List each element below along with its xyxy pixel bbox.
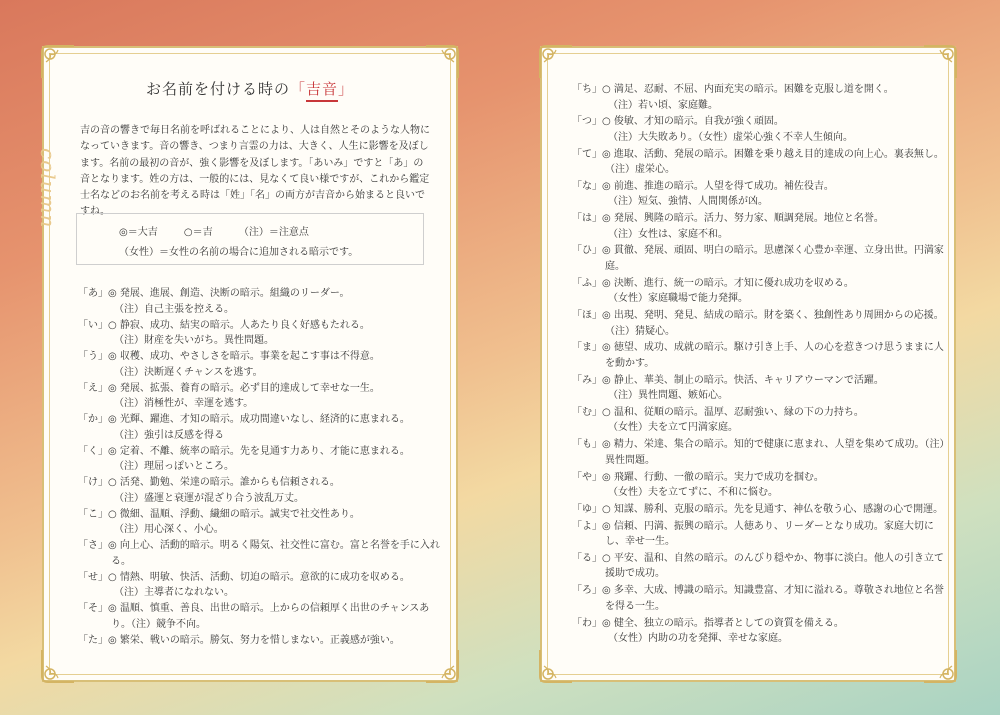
- entry-main-line: 「ひ」◎ 貫徹、発展、頑固、明白の暗示。思慮深く心豊か幸運、立身出世。円満家庭。: [572, 245, 944, 272]
- entry-note-line: （女性）夫を立て円満家庭。: [608, 422, 738, 434]
- legend-good: ○＝吉: [183, 227, 213, 238]
- entry-main-line: 「せ」○ 情熱、明敏、快活、活動、切迫の暗示。意欲的に成功を収める。: [78, 571, 410, 583]
- entry-note-line: （注）盛運と衰運が混ざり合う波乱万丈。: [114, 492, 304, 504]
- entry-note-line: （注）用心深く、小心。: [114, 524, 224, 535]
- entry-main-line: 「く」◎ 定着、不離、統率の暗示。先を見通す力あり、才能に恵まれる。: [78, 445, 410, 457]
- legend-box: [76, 213, 424, 265]
- sound-entry: [78, 601, 448, 632]
- sound-entry: [78, 412, 448, 443]
- entry-main-line: 「ふ」◎ 決断、進行、統一の暗示。才知に優れ成功を収める。: [572, 277, 854, 289]
- sound-entry: [572, 519, 946, 550]
- entry-main-line: 「ほ」◎ 出現、発明、発見、結成の暗示。財を築く、独創性あり周囲からの応援。（注）猜疑心。: [572, 310, 944, 337]
- entry-main-line: 「む」○ 温和、従順の暗示。温厚、忍耐強い、縁の下の力持ち。: [572, 406, 864, 418]
- entry-note-line: （注）消極性が、幸運を逃す。: [114, 398, 254, 409]
- sound-entry: [572, 243, 946, 274]
- left-entry-list: [78, 286, 448, 649]
- corner-ornament-icon: [536, 646, 576, 686]
- entry-main-line: 「わ」◎ 健全、独立の暗示。指導者としての資質を備える。: [572, 617, 844, 629]
- sound-entry: [572, 147, 946, 178]
- entry-main-line: 「よ」◎ 信頼、円満、振興の暗示。人徳あり、リーダーとなり成功。家庭大切にし、幸せ一生。: [572, 520, 934, 548]
- right-page: [540, 46, 956, 682]
- entry-main-line: 「る」○ 平安、温和、自然の暗示。のんびり穏やか、物事に淡白。他人の引き立て援助で成功。: [572, 552, 944, 580]
- entry-main-line: 「こ」○ 微細、温順、浮動、繊細の暗示。誠実で社交性あり。: [78, 508, 360, 520]
- sound-entry: [78, 381, 448, 412]
- sound-entry: [572, 551, 946, 582]
- sound-entry: [572, 276, 946, 307]
- left-page: [36, 46, 458, 682]
- entry-note-line: （注）異性問題、嫉妬心。: [608, 390, 728, 402]
- entry-main-line: 「ま」◎ 徳望、成功、成就の暗示。駆け引き上手、人の心を惹きつけ思うままに人を動かす。: [572, 342, 944, 369]
- entry-note-line: （注）理屈っぽいところ。: [114, 461, 234, 472]
- legend-female: （女性）＝女性の名前の場合に追加される暗示です。: [119, 247, 359, 258]
- entry-note-line: （注）大失敗あり。（女性）虚栄心強く不幸人生傾向。: [608, 131, 853, 143]
- title-highlight: 吉音: [306, 80, 339, 98]
- entry-main-line: 「み」◎ 静止、華美、制止の暗示。快活、キャリアウーマンで活躍。: [572, 374, 884, 386]
- sound-entry: [572, 502, 946, 518]
- entry-note-line: （注）若い頃、家庭難。: [608, 99, 718, 111]
- sound-entry: [572, 583, 946, 614]
- sound-entry: [78, 538, 448, 569]
- entry-main-line: 「け」○ 活発、勤勉、栄達の暗示。誰からも信頼される。: [78, 477, 340, 488]
- corner-ornament-icon: [920, 646, 960, 686]
- entry-main-line: 「な」◎ 前進、推進の暗示。人望を得て成功。補佐役吉。: [572, 180, 834, 192]
- entry-note-line: （注）短気、強情、人間関係が凶。: [608, 196, 768, 208]
- sound-entry: [78, 570, 448, 601]
- entry-main-line: 「あ」◎ 発展、進展、創造、決断の暗示。組織のリーダー。: [78, 288, 350, 299]
- right-entry-list: [572, 82, 946, 648]
- entry-main-line: 「そ」◎ 温順、慎重、善良、出世の暗示。上からの信頼厚く出世のチャンスあり。（注）競争不向。: [78, 603, 430, 630]
- sound-entry: [572, 211, 946, 242]
- entry-main-line: 「い」○ 静寂、成功、結実の暗示。人あたり良く好感もたれる。: [78, 319, 370, 331]
- entry-note-line: （注）主導者になれない。: [114, 587, 234, 598]
- column-side-label: column: [36, 148, 60, 229]
- entry-main-line: 「や」◎ 飛躍、行動、一徹の暗示。実力で成功を掴む。: [572, 471, 824, 483]
- legend-great: ◎＝大吉: [119, 227, 158, 238]
- entry-main-line: 「か」◎ 光輝、躍進、才知の暗示。成功間違いなし、経済的に恵まれる。: [78, 414, 410, 425]
- entry-note-line: （女性）夫を立てずに、不和に悩む。: [608, 487, 778, 499]
- entry-note-line: （注）自己主張を控える。: [114, 303, 234, 315]
- entry-main-line: 「ゆ」○ 知謀、勝利、克服の暗示。先を見通す、神仏を敬う心、感謝の心で開運。: [572, 503, 944, 515]
- sound-entry: [572, 114, 946, 145]
- title-prefix: お名前を付ける時の: [145, 80, 290, 98]
- entry-main-line: 「て」◎ 進取、活動、発展の暗示。困難を乗り越え目的達成の向上心。裏表無し。（注）虚栄心。: [572, 148, 944, 176]
- sound-entry: [78, 507, 448, 538]
- sound-entry: [572, 437, 946, 468]
- entry-note-line: （注）強引は反感を得る: [114, 429, 224, 441]
- corner-ornament-icon: [38, 42, 78, 82]
- entry-main-line: 「ろ」◎ 多幸、大成、博識の暗示。知識豊富、才知に溢れる。尊敬され地位と名誉を得る一生。: [572, 585, 944, 612]
- entry-note-line: （注）女性は、家庭不和。: [608, 228, 728, 240]
- legend-line-1: [119, 223, 331, 238]
- entry-note-line: （注）財産を失いがち。異性問題。: [114, 335, 274, 346]
- sound-entry: [78, 444, 448, 475]
- sound-entry: [78, 286, 448, 317]
- corner-ornament-icon: [920, 42, 960, 82]
- sound-entry: [572, 470, 946, 501]
- sound-entry: [78, 318, 448, 349]
- sound-entry: [78, 349, 448, 380]
- entry-note-line: （女性）家庭職場で能力発揮。: [608, 293, 748, 305]
- sound-entry: [572, 616, 946, 647]
- sound-entry: [78, 633, 448, 649]
- entry-main-line: 「た」◎ 繁栄、戦いの暗示。勝気、努力を惜しまない。正義感が強い。: [78, 634, 400, 646]
- entry-note-line: （女性）内助の功を発揮、幸せな家庭。: [608, 633, 788, 645]
- sound-entry: [572, 308, 946, 339]
- title-bracket-close: 」: [338, 80, 355, 98]
- title-bracket-open: 「: [289, 80, 306, 98]
- corner-ornament-icon: [38, 646, 78, 686]
- entry-main-line: 「え」◎ 発展、拡張、養育の暗示。必ず目的達成して幸せな一生。: [78, 382, 380, 394]
- sound-entry: [572, 340, 946, 371]
- sound-entry: [572, 179, 946, 210]
- sound-entry: [572, 405, 946, 436]
- entry-main-line: 「つ」○ 俊敏、才知の暗示。自我が強く頑固。: [572, 116, 784, 128]
- corner-ornament-icon: [422, 646, 462, 686]
- entry-main-line: 「さ」◎ 向上心、活動的暗示。明るく陽気、社交性に富む。富と名誉を手に入れる。: [78, 540, 440, 567]
- entry-main-line: 「う」◎ 収穫、成功、やさしさを暗示。事業を起こす事は不得意。: [78, 351, 380, 362]
- intro-paragraph: 吉の音の響きで毎日名前を呼ばれることにより、人は自然とそのような人物になっていきます。音の響き、つまり言霊の力は、大きく、人生に影響を及ぼします。名前の最初の音が、強く影響を及ぼします。「あいみ」ですと「あ」の音となります。姓の方は、一般的には、見なくて良い様ですが、これから鑑定士名などのお名前を考える時は「姓」「名」の両方が吉音から始まると良いですね。: [80, 125, 430, 218]
- page-title: [44, 78, 456, 99]
- entry-note-line: （注）決断遅くチャンスを逃す。: [114, 366, 263, 378]
- sound-entry: [78, 475, 448, 506]
- entry-main-line: 「は」◎ 発展、興隆の暗示。活力、努力家、順調発展。地位と名誉。: [572, 213, 884, 225]
- corner-ornament-icon: [536, 42, 576, 82]
- entry-main-line: 「も」◎ 精力、栄達、集合の暗示。知的で健康に恵まれ、人望を集めて成功。（注）異性問題。: [572, 439, 945, 466]
- sound-entry: [572, 373, 946, 404]
- corner-ornament-icon: [422, 42, 462, 82]
- entry-main-line: 「ち」○ 満足、忍耐、不屈、内面充実の暗示。困難を克服し道を開く。: [572, 84, 894, 95]
- sound-entry: [572, 82, 946, 113]
- legend-note: （注）＝注意点: [238, 227, 309, 238]
